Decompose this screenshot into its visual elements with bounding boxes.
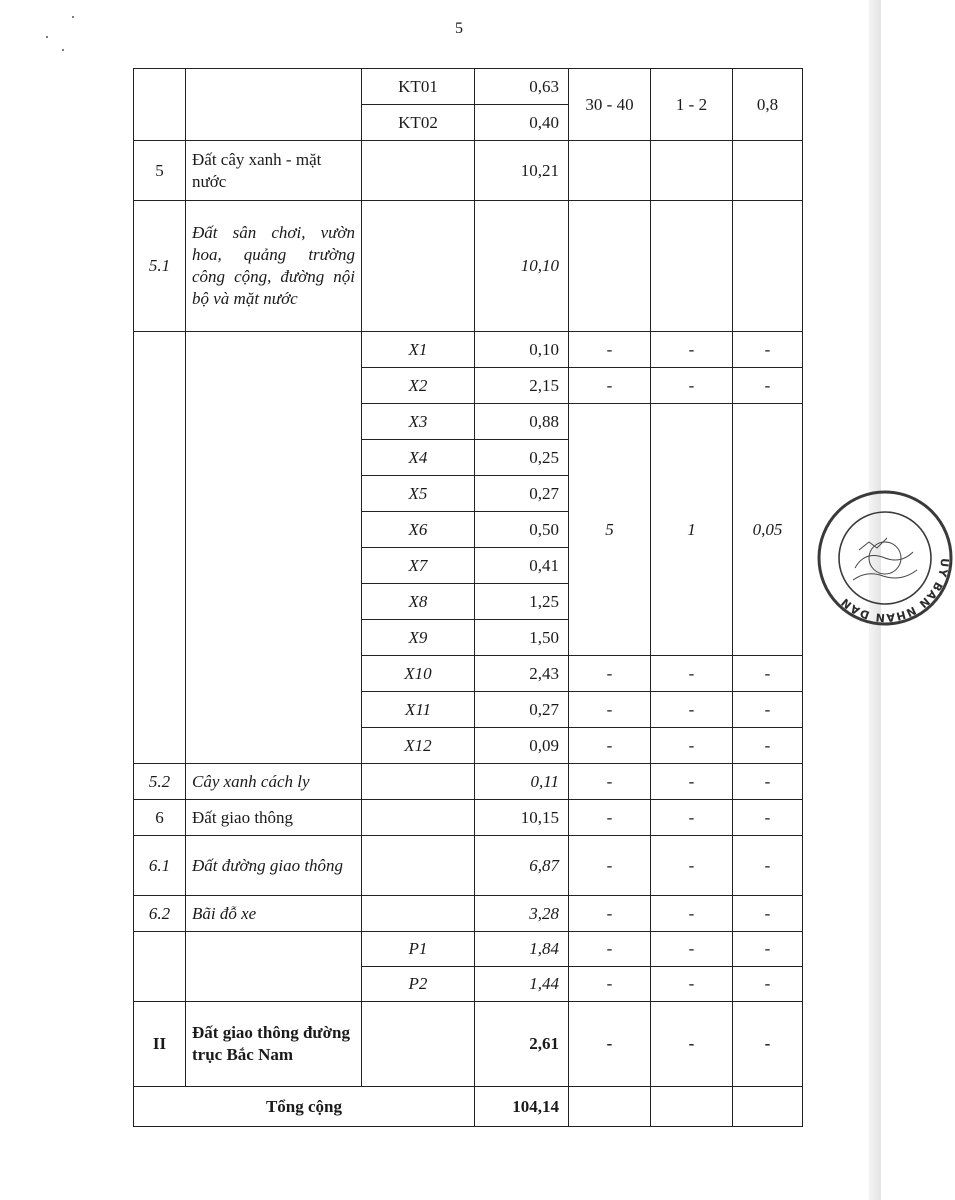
area-value: 0,11 xyxy=(475,764,569,800)
density-value: - xyxy=(569,332,651,368)
cell-empty xyxy=(134,332,186,764)
cell-empty xyxy=(362,141,475,201)
lot-code: P2 xyxy=(362,967,475,1002)
density-value: - xyxy=(569,967,651,1002)
floors-value: - xyxy=(651,967,733,1002)
density-value: - xyxy=(569,764,651,800)
scan-speck xyxy=(62,49,64,51)
cell-empty xyxy=(362,836,475,896)
lot-code: X1 xyxy=(362,332,475,368)
area-value: 1,50 xyxy=(475,620,569,656)
row-number: 6.2 xyxy=(134,896,186,932)
floors-value: - xyxy=(651,800,733,836)
land-use-coef-value: - xyxy=(733,332,803,368)
land-use-coef-value: - xyxy=(733,800,803,836)
table-row xyxy=(134,836,803,896)
row-name: Cây xanh cách ly xyxy=(186,764,362,800)
land-use-coef-value: - xyxy=(733,656,803,692)
area-value: 1,25 xyxy=(475,584,569,620)
row-number: II xyxy=(134,1002,186,1087)
cell-empty xyxy=(362,201,475,332)
lot-code: P1 xyxy=(362,932,475,967)
land-use-coef-value: - xyxy=(733,1002,803,1087)
floors-value: - xyxy=(651,692,733,728)
area-value: 10,15 xyxy=(475,800,569,836)
table-row xyxy=(134,1002,803,1087)
cell-empty xyxy=(569,1087,651,1127)
cell-empty xyxy=(651,1087,733,1127)
area-value: 2,43 xyxy=(475,656,569,692)
cell-empty xyxy=(362,896,475,932)
area-value: 1,84 xyxy=(475,932,569,967)
floors-value: - xyxy=(651,656,733,692)
lot-code: X3 xyxy=(362,404,475,440)
lot-code: X6 xyxy=(362,512,475,548)
area-value: 0,63 xyxy=(475,69,569,105)
cell-empty xyxy=(186,932,362,1002)
land-use-coef-value: - xyxy=(733,728,803,764)
page-number: 5 xyxy=(455,20,463,37)
row-name: Bãi đỗ xe xyxy=(186,896,362,932)
floors-value: - xyxy=(651,728,733,764)
land-use-table xyxy=(133,68,803,1127)
scan-speck xyxy=(46,36,48,38)
land-use-coef-value: 0,05 xyxy=(733,404,803,656)
row-number: 6 xyxy=(134,800,186,836)
cell-empty xyxy=(569,201,651,332)
land-use-coef-value: - xyxy=(733,967,803,1002)
row-name: Đất giao thông xyxy=(186,800,362,836)
table-row xyxy=(134,932,803,967)
official-seal xyxy=(815,488,955,628)
area-value: 2,15 xyxy=(475,368,569,404)
lot-code: X7 xyxy=(362,548,475,584)
lot-code: X12 xyxy=(362,728,475,764)
floors-value: - xyxy=(651,332,733,368)
density-value: 30 - 40 xyxy=(569,69,651,141)
land-use-coef-value: - xyxy=(733,896,803,932)
floors-value: - xyxy=(651,1002,733,1087)
land-use-coef-value: - xyxy=(733,836,803,896)
area-value: 0,10 xyxy=(475,332,569,368)
area-value: 0,41 xyxy=(475,548,569,584)
floors-value: 1 xyxy=(651,404,733,656)
lot-code: X10 xyxy=(362,656,475,692)
total-label: Tổng cộng xyxy=(134,1087,475,1127)
row-name: Đất sân chơi, vườn hoa, quảng trường công cộng, đường nội bộ và mặt nước xyxy=(186,201,362,332)
cell-empty xyxy=(362,1002,475,1087)
lot-code: KT02 xyxy=(362,105,475,141)
area-value: 10,21 xyxy=(475,141,569,201)
density-value: - xyxy=(569,800,651,836)
cell-empty xyxy=(569,141,651,201)
density-value: - xyxy=(569,896,651,932)
density-value: - xyxy=(569,836,651,896)
table-row xyxy=(134,69,803,105)
table-row xyxy=(134,332,803,368)
cell-empty xyxy=(733,1087,803,1127)
lot-code: X9 xyxy=(362,620,475,656)
area-value: 0,27 xyxy=(475,692,569,728)
area-value: 10,10 xyxy=(475,201,569,332)
table-row xyxy=(134,201,803,332)
row-number: 6.1 xyxy=(134,836,186,896)
density-value: - xyxy=(569,368,651,404)
area-value: 6,87 xyxy=(475,836,569,896)
area-value: 0,88 xyxy=(475,404,569,440)
floors-value: - xyxy=(651,368,733,404)
land-use-coef-value: - xyxy=(733,764,803,800)
floors-value: - xyxy=(651,896,733,932)
area-value: 1,44 xyxy=(475,967,569,1002)
floors-value: 1 - 2 xyxy=(651,69,733,141)
land-use-coef-value: - xyxy=(733,368,803,404)
area-value: 0,27 xyxy=(475,476,569,512)
row-name: Đất giao thông đường trục Bắc Nam xyxy=(186,1002,362,1087)
density-value: - xyxy=(569,728,651,764)
floors-value: - xyxy=(651,764,733,800)
table-row xyxy=(134,896,803,932)
seal-text: ỦY BAN NHÂN DÂN xyxy=(838,557,952,625)
row-name: Đất đường giao thông xyxy=(186,836,362,896)
row-number: 5.1 xyxy=(134,201,186,332)
lot-code: X8 xyxy=(362,584,475,620)
land-use-coef-value: - xyxy=(733,692,803,728)
lot-code: X5 xyxy=(362,476,475,512)
table-row xyxy=(134,800,803,836)
area-value: 2,61 xyxy=(475,1002,569,1087)
row-name: Đất cây xanh - mặt nước xyxy=(186,141,362,201)
cell-empty xyxy=(186,332,362,764)
row-number: 5 xyxy=(134,141,186,201)
area-value: 0,25 xyxy=(475,440,569,476)
scan-speck xyxy=(72,16,74,18)
area-value: 3,28 xyxy=(475,896,569,932)
cell-empty xyxy=(651,201,733,332)
cell-empty xyxy=(362,800,475,836)
cell-empty xyxy=(186,69,362,141)
cell-empty xyxy=(733,201,803,332)
lot-code: KT01 xyxy=(362,69,475,105)
density-value: - xyxy=(569,1002,651,1087)
area-value: 0,40 xyxy=(475,105,569,141)
density-value: - xyxy=(569,932,651,967)
cell-empty xyxy=(651,141,733,201)
land-use-coef-value: 0,8 xyxy=(733,69,803,141)
cell-empty xyxy=(362,764,475,800)
density-value: - xyxy=(569,656,651,692)
lot-code: X2 xyxy=(362,368,475,404)
density-value: 5 xyxy=(569,404,651,656)
cell-empty xyxy=(134,932,186,1002)
area-value: 0,50 xyxy=(475,512,569,548)
total-area-value: 104,14 xyxy=(475,1087,569,1127)
table-row xyxy=(134,141,803,201)
lot-code: X11 xyxy=(362,692,475,728)
table-row xyxy=(134,764,803,800)
lot-code: X4 xyxy=(362,440,475,476)
cell-empty xyxy=(134,69,186,141)
row-number: 5.2 xyxy=(134,764,186,800)
table-row-total xyxy=(134,1087,803,1127)
land-use-coef-value: - xyxy=(733,932,803,967)
area-value: 0,09 xyxy=(475,728,569,764)
density-value: - xyxy=(569,692,651,728)
floors-value: - xyxy=(651,836,733,896)
cell-empty xyxy=(733,141,803,201)
floors-value: - xyxy=(651,932,733,967)
